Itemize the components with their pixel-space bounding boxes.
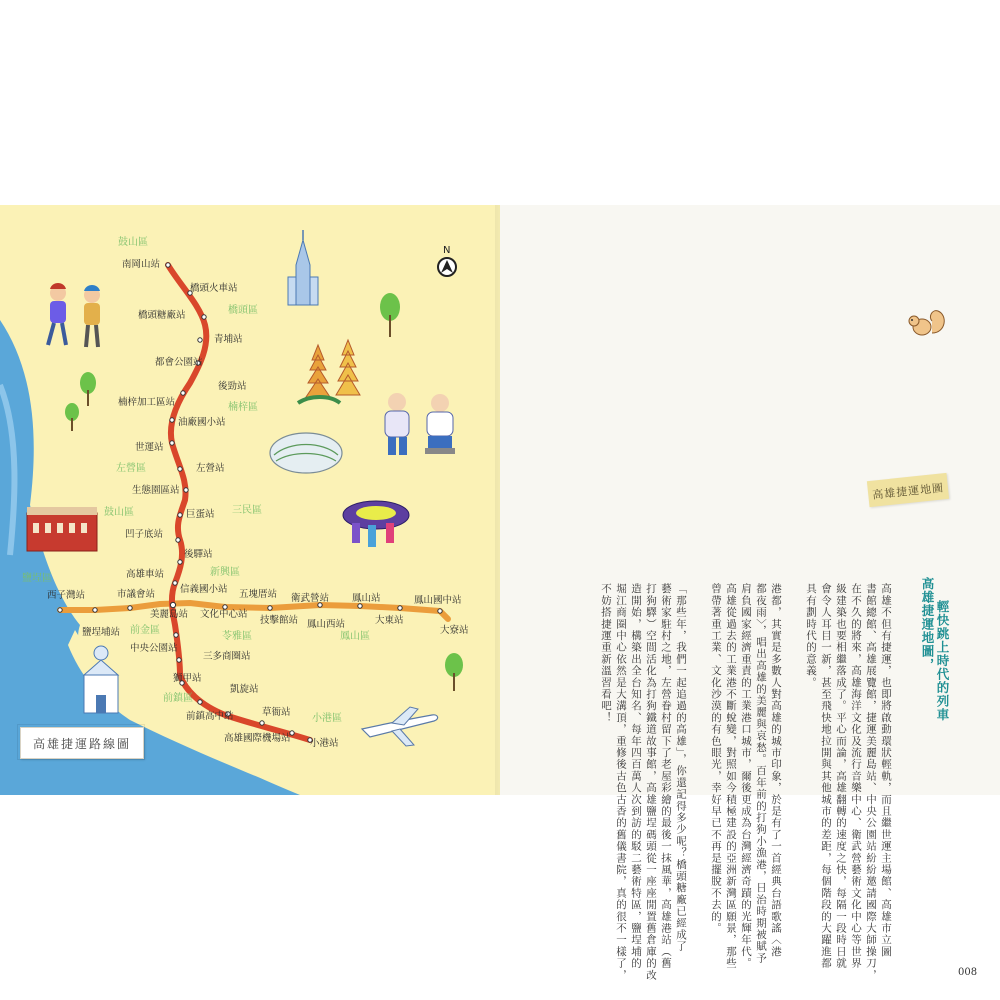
map-title: 高雄捷運路線圖 [32, 737, 131, 751]
station-label: 前鎮高中站 [186, 711, 234, 722]
station-label: 信義國小站 [180, 584, 228, 595]
body-column: 級建築也要相繼落成了。平心而論，高雄翻轉的速度之快，每隔一段時日就 [835, 583, 847, 970]
body-column: 具有劃時代的意義。 [805, 583, 817, 689]
body-column: 不妨搭捷運重新溫習看吧！ [600, 583, 612, 724]
body-column: 造開始，構築出全台知名、每年四百萬人次到訪的駁二藝術特區，鹽埕埔的 [630, 583, 642, 970]
station-label: 凹子底站 [125, 529, 164, 540]
station-label: 油廠國小站 [178, 417, 226, 428]
tower-illustration [288, 230, 318, 305]
station-label: 鳳山西站 [307, 619, 346, 630]
station-label: 小港站 [310, 738, 339, 749]
stadium-illustration [270, 433, 342, 473]
station-label: 鳳山站 [352, 593, 381, 604]
body-column: 堀江商圈中心依然是大溝頂，重修後古色古香的舊儀書院，真的很不一樣了， [615, 583, 627, 981]
kids-illustration [48, 283, 100, 347]
body-column: 書館總館、高雄展覽館，捷運美麗島站、中央公園站紛紛邀請國際大師操刀， [865, 583, 877, 981]
arena-illustration [343, 501, 409, 547]
district-label: 楠梓區 [228, 402, 258, 413]
station-label: 大東站 [375, 615, 404, 626]
station-label: 中央公園站 [130, 643, 178, 654]
station-label: 文化中心站 [200, 609, 248, 620]
station-label: 大寮站 [440, 625, 469, 636]
body-column: 會令人耳目一新，甚至飛快地拉開與其他城市的差距，每個階段的大躍進都 [820, 583, 832, 970]
station-label: 高雄車站 [126, 569, 165, 580]
district-label: 鹽埕區 [22, 573, 52, 584]
body-column: 港都，其實是多數人對高雄的城市印象，於是有了一首經典台語歌謠〈港 [770, 583, 782, 958]
station-label: 青埔站 [214, 334, 243, 345]
article-heading-line-2: 輕快跳上時代的列車 [935, 600, 950, 722]
red-building-illustration [27, 507, 97, 551]
body-column: 「那些年，我們一起追過的高雄」，你還記得多少呢？橋頭糖廠已經成了 [675, 583, 687, 953]
station-label: 橋頭糖廠站 [138, 310, 186, 321]
station-label: 三多商圈站 [203, 651, 251, 662]
district-label: 左營區 [116, 463, 146, 474]
station-label: 橋頭火車站 [190, 283, 238, 294]
station-label: 高雄國際機場站 [224, 733, 291, 744]
body-column: 藝術家駐村之地，左營眷村留下了老屋彩繪的最後一抹風華，高雄港站（舊 [660, 583, 672, 970]
district-label: 橋頭區 [228, 305, 258, 316]
station-label: 後勁站 [218, 381, 247, 392]
district-label: 鳳山區 [340, 631, 370, 642]
station-label: 技擊館站 [260, 615, 299, 626]
station-label: 市議會站 [117, 589, 156, 600]
station-label: 凱旋站 [230, 684, 259, 695]
book-spread [0, 205, 1000, 981]
station-label: 南岡山站 [122, 259, 161, 270]
station-label: 草衙站 [262, 707, 291, 718]
station-label: 左營站 [196, 463, 225, 474]
station-label: 都會公園站 [155, 357, 203, 368]
station-label: 巨蛋站 [186, 509, 215, 520]
temple-illustration [298, 340, 360, 403]
station-label: 世運站 [135, 442, 164, 453]
body-column: 高雄從過去的工業港不斷蛻變，對照如今積極建設的亞洲新灣區願景，那些 [725, 583, 737, 970]
station-label: 獅甲站 [173, 673, 202, 684]
station-label: 五塊厝站 [239, 589, 278, 600]
body-column: 在不久的將來，高雄海洋文化及流行音樂中心、衛武營藝術文化中心等世界 [850, 583, 862, 970]
north-arrow-icon [438, 245, 456, 276]
station-label: 西子灣站 [47, 590, 86, 601]
squirrel-illustration [896, 303, 956, 343]
article-heading-line-1: 高雄捷運地圖， [920, 577, 935, 672]
body-column: 都夜雨〉，唱出高雄的美麗與哀愁。百年前的打狗小漁港，日治時期被賦予 [755, 583, 767, 964]
statues-illustration [385, 393, 455, 455]
body-column: 曾帶著重工業、文化沙漠的有色眼光，幸好早已不再是擺脫不去的。 [710, 583, 722, 934]
svg-text:N: N [443, 245, 451, 256]
district-label: 小港區 [312, 713, 342, 724]
station-label: 美麗島站 [150, 609, 189, 620]
district-label: 前鎮區 [163, 693, 193, 704]
station-label: 鹽埕埔站 [82, 627, 121, 638]
district-label: 苓雅區 [222, 631, 252, 642]
station-label: 楠梓加工區站 [118, 397, 176, 408]
station-label: 後驛站 [184, 549, 213, 560]
station-label: 鳳山國中站 [414, 595, 462, 606]
station-label: 生態園區站 [132, 485, 180, 496]
district-label: 三民區 [232, 505, 262, 516]
body-column: 高雄不但有捷運，也即將啟動環狀輕軌，而且繼世運主場館、高雄市立圖 [880, 583, 892, 958]
body-column: 肩負國家經濟重責的工業港口城市，爾後更成為台灣經濟奇蹟的光輝年代。 [740, 583, 752, 970]
district-label: 新興區 [210, 567, 240, 578]
station-label: 衛武營站 [291, 593, 330, 604]
article-tag-label: 高雄捷運地圖 [871, 481, 945, 502]
district-label: 鼓山區 [104, 507, 134, 518]
district-label: 鼓山區 [118, 237, 148, 248]
page-number: 008 [958, 967, 978, 978]
body-column: 打狗驛）空間活化為打狗鐵道故事館，高雄鹽埕碼頭從一座座閒置舊倉庫的改 [645, 583, 657, 981]
district-label: 前金區 [130, 625, 160, 636]
